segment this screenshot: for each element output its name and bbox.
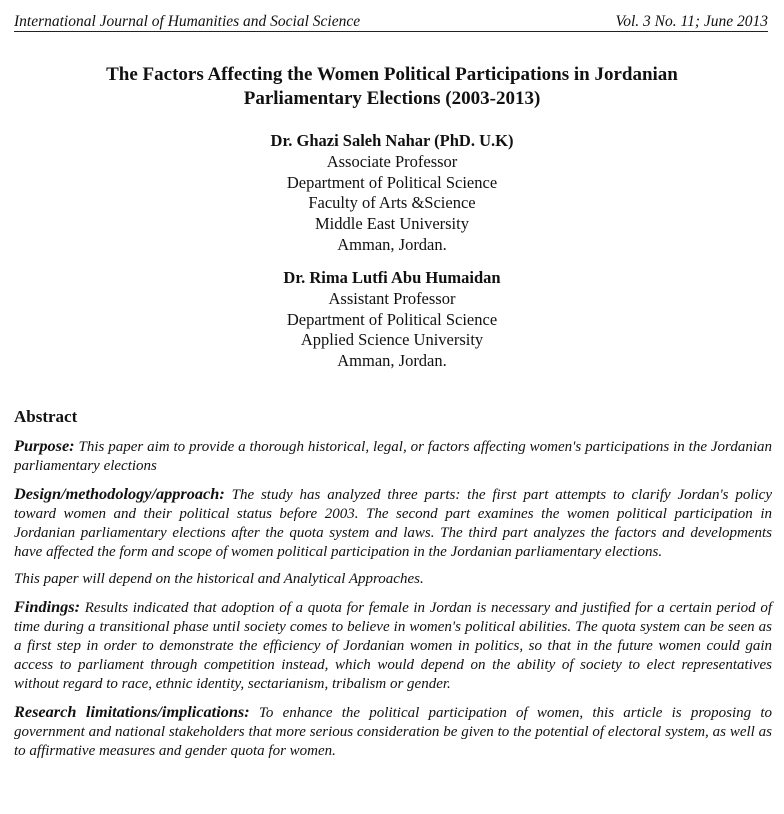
author-faculty: Faculty of Arts &Science xyxy=(308,193,476,213)
paper-title xyxy=(20,63,764,111)
author-department: Department of Political Science xyxy=(286,172,498,192)
author-city: Amman, Jordan. xyxy=(337,234,447,254)
abstract-section xyxy=(14,406,772,770)
limitations-text: To enhance the political participation of women, this article is proposing to government and national stakeholders that more serious consideration be given to the potential of electoral system, as well as to affirmative measures and gender quota for women. xyxy=(14,704,772,759)
author-position: Assistant Professor xyxy=(328,288,456,308)
purpose-label: Purpose: xyxy=(14,436,75,455)
author-position: Associate Professor xyxy=(326,151,458,171)
issue-info: Vol. 3 No. 11; June 2013 xyxy=(615,13,768,30)
author-university: Middle East University xyxy=(315,214,469,234)
author-department: Department of Political Science xyxy=(286,309,498,329)
design-paragraph xyxy=(14,485,772,562)
purpose-text: This paper aim to provide a thorough historical, legal, or factors affecting women's participations in the Jordanian parliamentary elections xyxy=(14,439,772,474)
author-name: Dr. Ghazi Saleh Nahar (PhD. U.K) xyxy=(270,131,514,150)
design-text: The study has analyzed three parts: the first part attempts to clarify Jordan's policy toward women and their political status before 2003. The second part examines the women political participation in Jordanian parliamentary elections after the quota system and laws. The third part analyzes the factors and developments have affected the form and scope of women political participation in the Jordanian parliamentary elections. xyxy=(14,486,772,560)
paper-title-line-1: The Factors Affecting the Women Political Participations in Jordanian xyxy=(106,64,678,85)
purpose-paragraph xyxy=(14,437,772,476)
findings-text: Results indicated that adoption of a quota for female in Jordan is necessary and justified for a certain period of time during a transitional phase until society comes to believe in women's political abilities. The quota system can be seen as a first step in order to demonstrate the efficiency of Jordanian women in politics, so that in the future women could gain access to parliament through competition instead, which would depend on the ability of society to elect representatives without regard to race, ethnic identity, sectarianism, tribalism or gender. xyxy=(14,600,772,692)
abstract-heading: Abstract xyxy=(14,407,78,426)
author-city: Amman, Jordan. xyxy=(337,351,447,371)
running-header xyxy=(14,12,768,32)
limitations-paragraph xyxy=(14,703,772,761)
author-name: Dr. Rima Lutfi Abu Humaidan xyxy=(283,268,501,287)
approach-paragraph: This paper will depend on the historical and Analytical Approaches. xyxy=(14,571,424,588)
findings-label: Findings: xyxy=(14,597,81,617)
author-block-1 xyxy=(0,131,784,256)
journal-name: International Journal of Humanities and Social Science xyxy=(14,13,361,30)
limitations-label: Research limitations/implications: xyxy=(14,701,250,721)
findings-paragraph xyxy=(14,598,772,694)
author-university: Applied Science University xyxy=(300,330,484,350)
author-block-2 xyxy=(0,268,784,372)
paper-title-line-2: Parliamentary Elections (2003-2013) xyxy=(243,88,541,109)
design-label: Design/methodology/approach: xyxy=(14,483,225,503)
